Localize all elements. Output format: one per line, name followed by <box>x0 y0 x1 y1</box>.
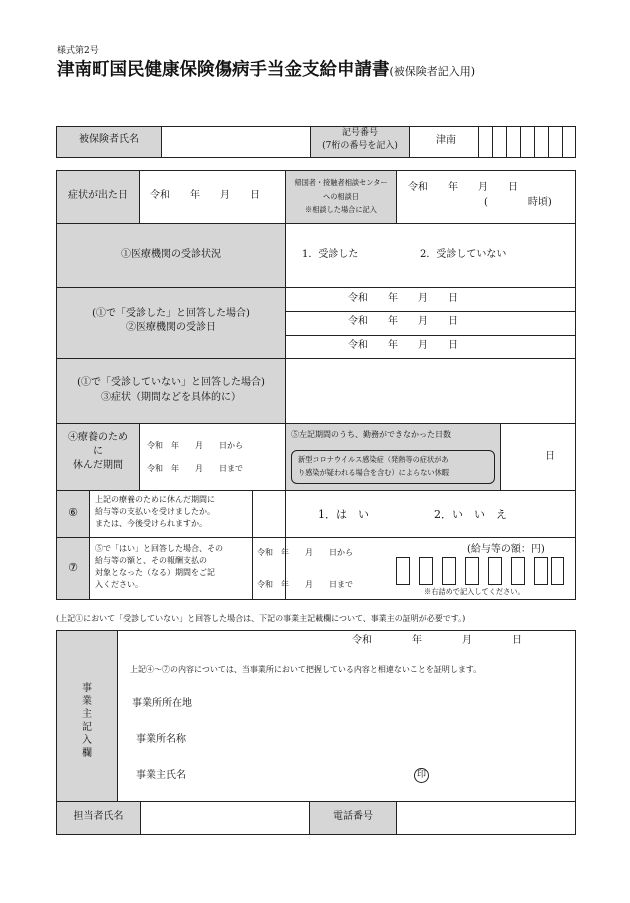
q7-amount-cells[interactable] <box>396 557 564 585</box>
q3-symptom-field[interactable] <box>286 359 575 423</box>
q4-label-3: 休んだ期間 <box>73 460 123 471</box>
staff-name-field[interactable] <box>141 802 309 834</box>
symbol-number-label: 記号番号 <box>341 128 378 138</box>
consult-time[interactable]: ( 時頃) <box>484 197 552 208</box>
q5-days-unit: 日 <box>545 451 555 462</box>
q4-label-1: ④療養のため <box>68 432 128 443</box>
q6-text-3: または、今後受けられますか。 <box>95 519 207 528</box>
q5-days-field[interactable] <box>501 424 541 490</box>
q2-date-1[interactable]: 令和 年 月 日 <box>348 293 458 304</box>
employer-address-field[interactable] <box>210 694 570 714</box>
q6-text-1: 上記の療養のために休んだ期間に <box>95 495 215 504</box>
symbol-prefix: 津南 <box>436 135 456 146</box>
symbol-number-hint: (7桁の番号を記入) <box>322 141 398 151</box>
q7-amount-note: ※右詰めで記入してください。 <box>424 587 525 596</box>
onset-label: 症状が出た日 <box>68 190 128 201</box>
consult-note: ※相談した場合に記入 <box>305 205 377 214</box>
employer-owner-label: 事業主氏名 <box>136 770 186 781</box>
q2-date-3[interactable]: 令和 年 月 日 <box>348 340 458 351</box>
q3-label: ③症状（期間などを具体的に） <box>101 392 241 403</box>
form-number: 様式第2号 <box>57 46 99 56</box>
q3-condition: (①で「受診していない」と回答した場合) <box>77 377 265 388</box>
consult-center-label: 帰国者・接触者相談センター <box>294 178 388 187</box>
consult-date[interactable]: 令和 年 月 日 <box>408 182 518 193</box>
q5-note-2: り感染が疑われる場合を含む）によらない休暇 <box>298 468 449 477</box>
q1-option-not-visited[interactable]: 2．受診していない <box>420 249 507 260</box>
seal-mark: 印 <box>414 768 429 783</box>
q5-label: ⑤左記期間のうち、勤務ができなかった日数 <box>291 430 451 439</box>
employer-notice: (上記①において「受診していない」と回答した場合は、下記の事業主記載欄について、事業主の証明が必要です。) <box>56 614 466 623</box>
onset-date[interactable]: 令和 年 月 日 <box>150 190 260 201</box>
form-title-main: 津南町国民健康保険傷病手当金支給申請書 <box>57 60 390 80</box>
q7-text-4: 入ください。 <box>95 580 143 589</box>
insured-name-label: 被保険者氏名 <box>79 134 139 145</box>
employer-address-label: 事業所所在地 <box>132 698 192 709</box>
q7-text-3: 対象となった（なる）期間をご記 <box>95 568 215 577</box>
q4-to-date[interactable]: 令和 年 月 日まで <box>147 464 243 473</box>
q2-label: ②医療機関の受診日 <box>126 322 216 333</box>
employer-statement: 上記④～⑦の内容については、当事業所において把握している内容と相違ないことを証明します。 <box>130 665 482 674</box>
q1-label: ①医療機関の受診状況 <box>121 249 221 260</box>
q6-text-2: 給与等の支払いを受けましたか。 <box>95 507 215 516</box>
form-title-suffix: (被保険者記入用) <box>389 65 476 78</box>
form-title <box>57 60 475 82</box>
q4-label-2: に <box>93 446 103 457</box>
q1-option-visited[interactable]: 1．受診した <box>302 249 359 260</box>
insured-name-field[interactable] <box>162 127 310 157</box>
q4-from-date[interactable]: 令和 年 月 日から <box>147 441 243 450</box>
q7-text-2: 給与等の額と、その報酬支払の <box>95 556 207 565</box>
phone-field[interactable] <box>397 802 575 834</box>
q7-to-date[interactable]: 令和 年 月 日まで <box>257 580 353 589</box>
q7-from-date[interactable]: 令和 年 月 日から <box>257 548 353 557</box>
q7-number: ⑦ <box>68 561 78 574</box>
q2-condition: (①で「受診した」と回答した場合) <box>92 308 250 319</box>
q6-option-no[interactable]: 2．い い え <box>434 508 507 521</box>
employer-owner-field[interactable] <box>210 766 410 786</box>
q6-option-yes[interactable]: 1．は い <box>318 508 369 521</box>
employer-date[interactable]: 令和 年 月 日 <box>352 635 522 646</box>
q6-number: ⑥ <box>68 506 78 519</box>
q2-date-2[interactable]: 令和 年 月 日 <box>348 316 458 327</box>
employer-side-label: 事 業 主 記 入 欄 <box>82 683 92 759</box>
symbol-number-cells[interactable] <box>479 127 575 157</box>
employer-office-label: 事業所名称 <box>136 734 186 745</box>
staff-name-label: 担当者氏名 <box>73 811 124 822</box>
employer-office-field[interactable] <box>210 730 570 750</box>
consult-day-label: への相談日 <box>323 192 359 201</box>
q7-text-1: ⑤で「はい」と回答した場合、その <box>95 544 223 553</box>
q7-amount-label: (給与等の額：円) <box>467 544 545 555</box>
phone-label: 電話番号 <box>333 811 373 822</box>
q5-note-1: 新型コロナウイルス感染症（発熱等の症状があ <box>298 455 449 464</box>
